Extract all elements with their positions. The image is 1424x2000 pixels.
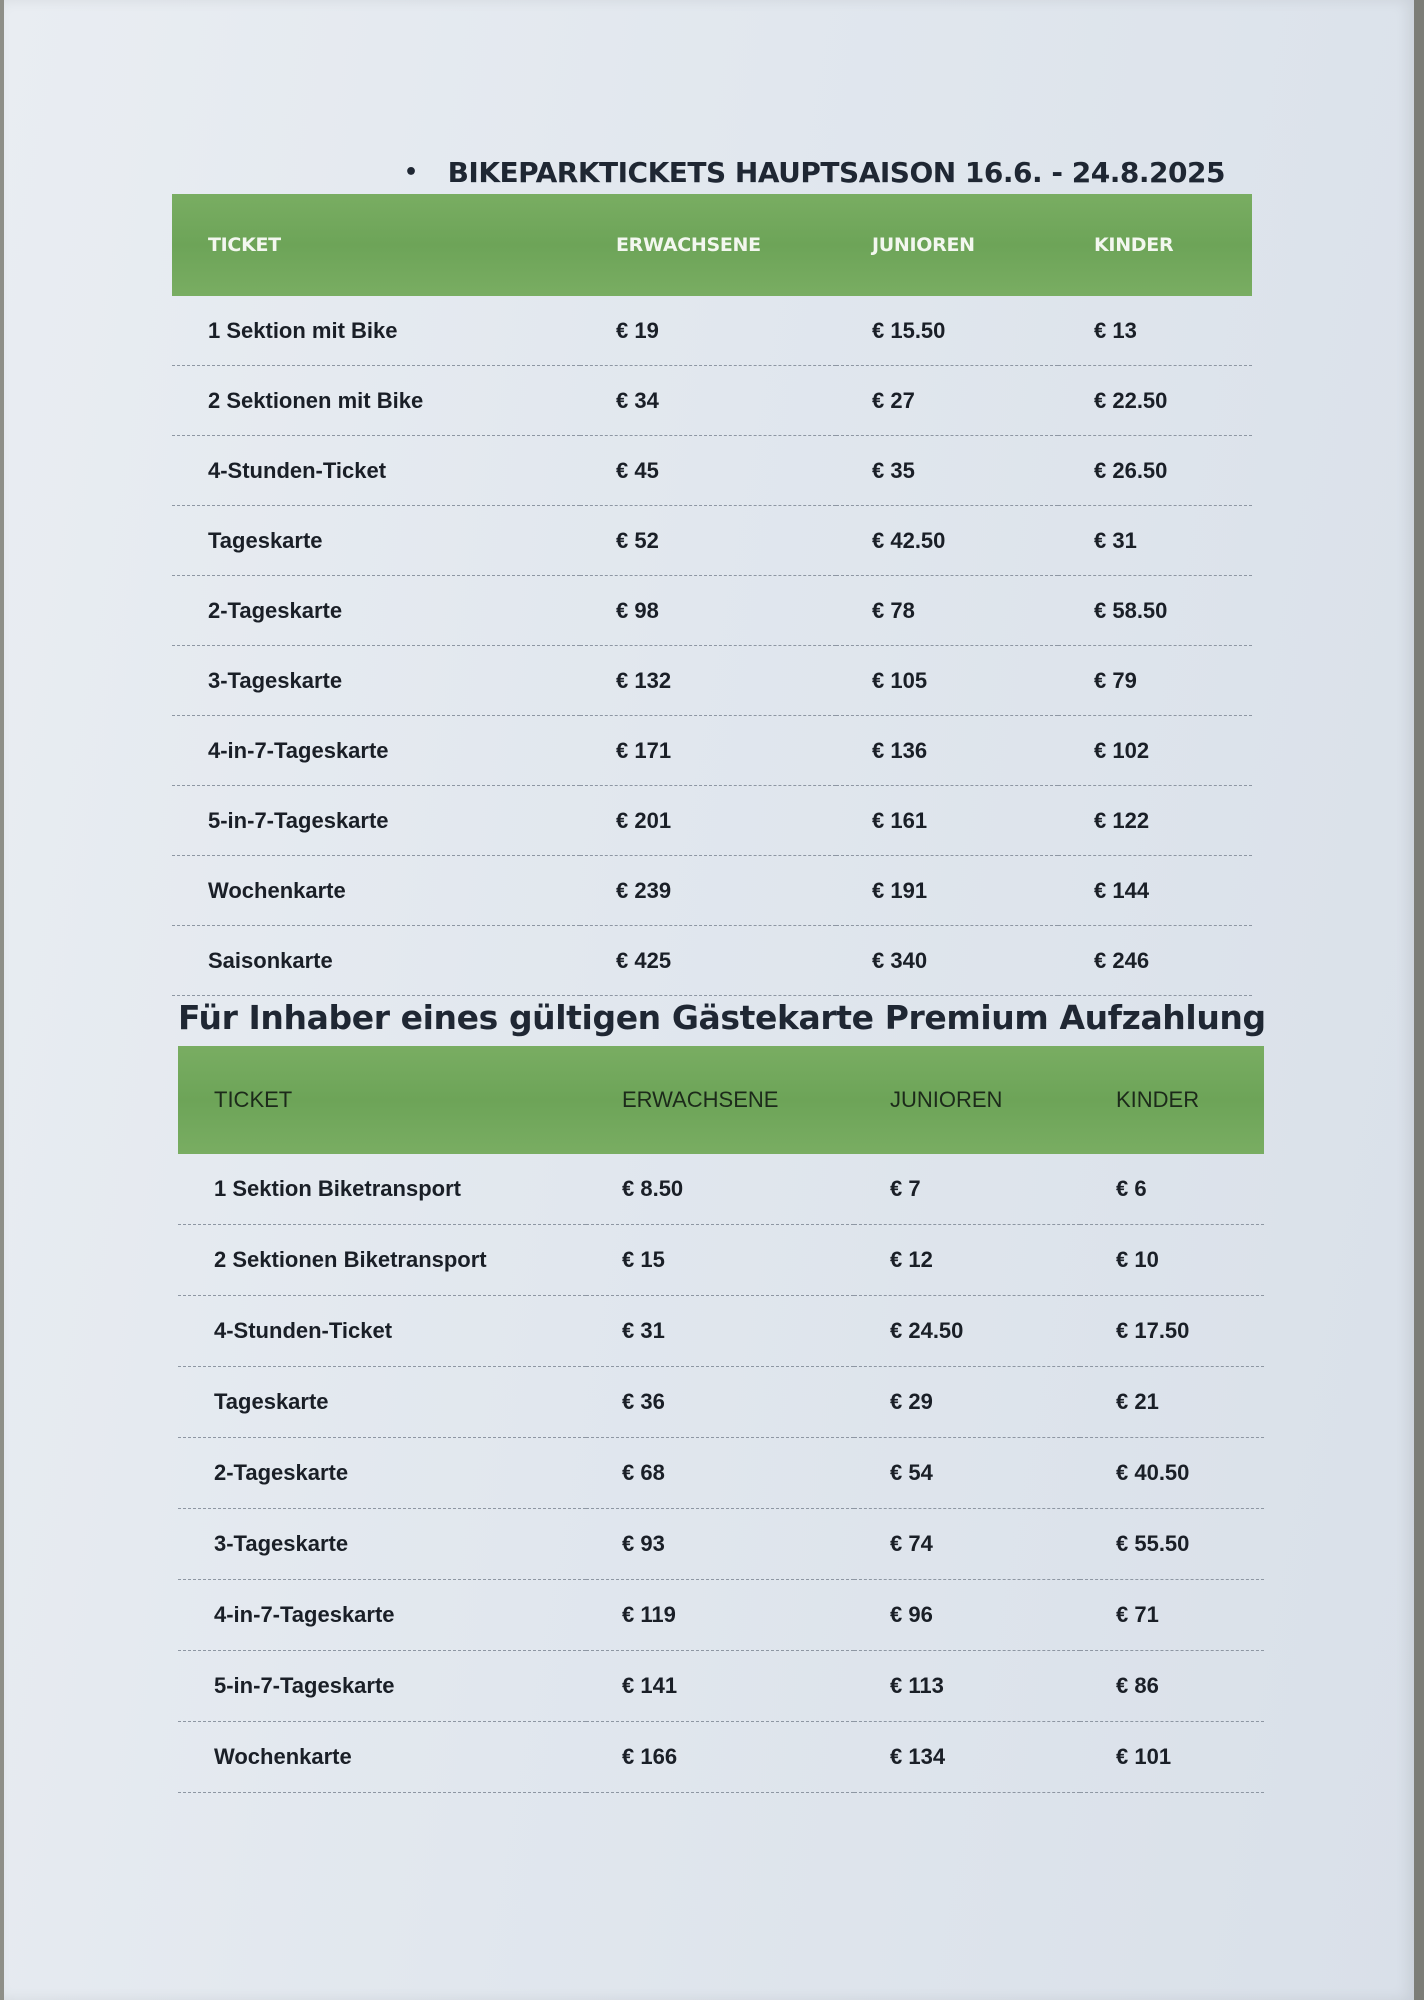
header-junioren: JUNIOREN bbox=[836, 194, 1058, 296]
price-kinder: € 31 bbox=[1058, 506, 1252, 576]
ticket-name: Tageskarte bbox=[172, 506, 580, 576]
ticket-name: 2-Tageskarte bbox=[172, 576, 580, 646]
table-row bbox=[178, 1438, 1264, 1509]
ticket-name: 5-in-7-Tageskarte bbox=[178, 1651, 586, 1722]
main-season-price-table bbox=[172, 194, 1252, 996]
price-erwachsene: € 93 bbox=[586, 1509, 854, 1580]
table-row bbox=[172, 296, 1252, 366]
price-erwachsene: € 425 bbox=[580, 926, 836, 996]
paper-sheet bbox=[4, 0, 1414, 2000]
price-erwachsene: € 45 bbox=[580, 436, 836, 506]
price-junioren: € 340 bbox=[836, 926, 1058, 996]
price-junioren: € 191 bbox=[836, 856, 1058, 926]
price-erwachsene: € 36 bbox=[586, 1367, 854, 1438]
ticket-name: 5-in-7-Tageskarte bbox=[172, 786, 580, 856]
price-kinder: € 13 bbox=[1058, 296, 1252, 366]
table-row bbox=[172, 506, 1252, 576]
table-row bbox=[178, 1367, 1264, 1438]
table-row bbox=[178, 1722, 1264, 1793]
price-kinder: € 10 bbox=[1080, 1225, 1264, 1296]
table-row bbox=[178, 1580, 1264, 1651]
price-kinder: € 144 bbox=[1058, 856, 1252, 926]
header-erwachsene: ERWACHSENE bbox=[580, 194, 836, 296]
header-junioren: JUNIOREN bbox=[854, 1046, 1080, 1154]
price-kinder: € 79 bbox=[1058, 646, 1252, 716]
header-erwachsene: ERWACHSENE bbox=[586, 1046, 854, 1154]
ticket-name: 3-Tageskarte bbox=[172, 646, 580, 716]
table-header-row bbox=[172, 194, 1252, 296]
price-erwachsene: € 239 bbox=[580, 856, 836, 926]
table-row bbox=[172, 646, 1252, 716]
ticket-name: Wochenkarte bbox=[178, 1722, 586, 1793]
price-kinder: € 55.50 bbox=[1080, 1509, 1264, 1580]
premium-guest-card-title: Für Inhaber eines gültigen Gästekarte Premium Aufzahlung bbox=[178, 998, 1266, 1037]
price-junioren: € 78 bbox=[836, 576, 1058, 646]
price-kinder: € 246 bbox=[1058, 926, 1252, 996]
ticket-name: 1 Sektion mit Bike bbox=[172, 296, 580, 366]
table-row bbox=[172, 786, 1252, 856]
premium-surcharge-price-table bbox=[178, 1046, 1264, 1793]
price-junioren: € 54 bbox=[854, 1438, 1080, 1509]
price-kinder: € 102 bbox=[1058, 716, 1252, 786]
ticket-name: 3-Tageskarte bbox=[178, 1509, 586, 1580]
price-erwachsene: € 68 bbox=[586, 1438, 854, 1509]
table-row bbox=[172, 366, 1252, 436]
price-kinder: € 71 bbox=[1080, 1580, 1264, 1651]
price-erwachsene: € 98 bbox=[580, 576, 836, 646]
price-kinder: € 86 bbox=[1080, 1651, 1264, 1722]
table-row bbox=[172, 856, 1252, 926]
background-edge bbox=[1414, 0, 1424, 2000]
table-row bbox=[178, 1225, 1264, 1296]
table-row bbox=[172, 716, 1252, 786]
price-erwachsene: € 31 bbox=[586, 1296, 854, 1367]
price-kinder: € 40.50 bbox=[1080, 1438, 1264, 1509]
price-erwachsene: € 141 bbox=[586, 1651, 854, 1722]
price-kinder: € 26.50 bbox=[1058, 436, 1252, 506]
price-kinder: € 17.50 bbox=[1080, 1296, 1264, 1367]
header-ticket: TICKET bbox=[172, 194, 580, 296]
table-header-row bbox=[178, 1046, 1264, 1154]
ticket-name: 1 Sektion Biketransport bbox=[178, 1154, 586, 1225]
ticket-name: Saisonkarte bbox=[172, 926, 580, 996]
price-kinder: € 101 bbox=[1080, 1722, 1264, 1793]
table-row bbox=[178, 1509, 1264, 1580]
header-kinder: KINDER bbox=[1080, 1046, 1264, 1154]
price-kinder: € 58.50 bbox=[1058, 576, 1252, 646]
price-erwachsene: € 166 bbox=[586, 1722, 854, 1793]
price-kinder: € 22.50 bbox=[1058, 366, 1252, 436]
table-row bbox=[178, 1154, 1264, 1225]
table-row bbox=[172, 926, 1252, 996]
price-kinder: € 21 bbox=[1080, 1367, 1264, 1438]
bullet-icon: • bbox=[404, 160, 418, 185]
table-row bbox=[172, 436, 1252, 506]
table-row bbox=[178, 1651, 1264, 1722]
price-junioren: € 134 bbox=[854, 1722, 1080, 1793]
price-junioren: € 24.50 bbox=[854, 1296, 1080, 1367]
ticket-name: 2 Sektionen mit Bike bbox=[172, 366, 580, 436]
price-junioren: € 35 bbox=[836, 436, 1058, 506]
price-erwachsene: € 19 bbox=[580, 296, 836, 366]
price-erwachsene: € 15 bbox=[586, 1225, 854, 1296]
price-junioren: € 7 bbox=[854, 1154, 1080, 1225]
header-ticket: TICKET bbox=[178, 1046, 586, 1154]
ticket-name: 4-in-7-Tageskarte bbox=[172, 716, 580, 786]
price-kinder: € 6 bbox=[1080, 1154, 1264, 1225]
price-erwachsene: € 8.50 bbox=[586, 1154, 854, 1225]
table-row bbox=[172, 576, 1252, 646]
price-erwachsene: € 119 bbox=[586, 1580, 854, 1651]
ticket-name: 2-Tageskarte bbox=[178, 1438, 586, 1509]
ticket-name: 2 Sektionen Biketransport bbox=[178, 1225, 586, 1296]
price-junioren: € 74 bbox=[854, 1509, 1080, 1580]
price-erwachsene: € 34 bbox=[580, 366, 836, 436]
price-erwachsene: € 171 bbox=[580, 716, 836, 786]
header-kinder: KINDER bbox=[1058, 194, 1252, 296]
table-row bbox=[178, 1296, 1264, 1367]
ticket-name: 4-in-7-Tageskarte bbox=[178, 1580, 586, 1651]
price-junioren: € 105 bbox=[836, 646, 1058, 716]
price-erwachsene: € 132 bbox=[580, 646, 836, 716]
ticket-name: Wochenkarte bbox=[172, 856, 580, 926]
price-erwachsene: € 201 bbox=[580, 786, 836, 856]
price-junioren: € 113 bbox=[854, 1651, 1080, 1722]
price-junioren: € 161 bbox=[836, 786, 1058, 856]
price-junioren: € 27 bbox=[836, 366, 1058, 436]
price-junioren: € 12 bbox=[854, 1225, 1080, 1296]
price-junioren: € 136 bbox=[836, 716, 1058, 786]
ticket-name: 4-Stunden-Ticket bbox=[178, 1296, 586, 1367]
ticket-name: Tageskarte bbox=[178, 1367, 586, 1438]
price-junioren: € 29 bbox=[854, 1367, 1080, 1438]
price-kinder: € 122 bbox=[1058, 786, 1252, 856]
price-junioren: € 96 bbox=[854, 1580, 1080, 1651]
main-season-title-text: BIKEPARKTICKETS HAUPTSAISON 16.6. - 24.8.2025 bbox=[447, 156, 1225, 189]
main-season-title bbox=[404, 156, 1225, 189]
price-junioren: € 15.50 bbox=[836, 296, 1058, 366]
price-junioren: € 42.50 bbox=[836, 506, 1058, 576]
price-erwachsene: € 52 bbox=[580, 506, 836, 576]
ticket-name: 4-Stunden-Ticket bbox=[172, 436, 580, 506]
